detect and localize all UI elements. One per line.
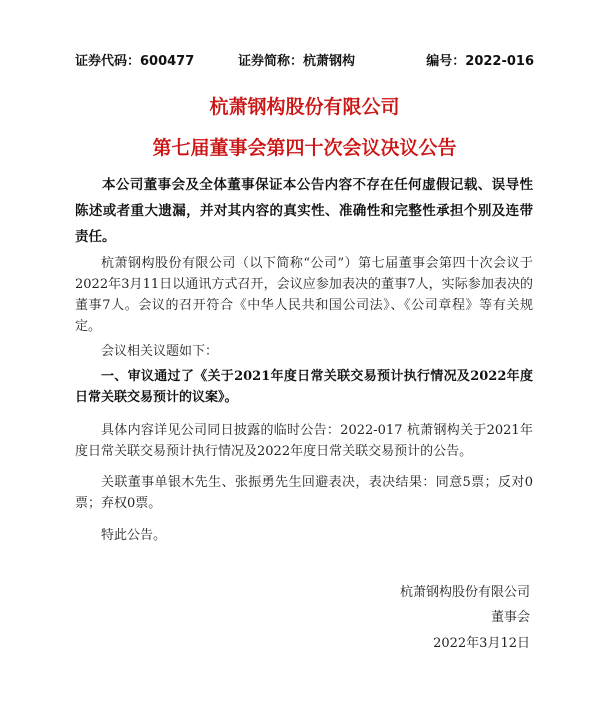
details-reference: 具体内容详见公司同日披露的临时公告：2022-017 杭萧钢构关于2021年度日常关联交易预计执行情况及2022年度日常关联交易预计的公告。 <box>75 423 533 459</box>
announcement-title: 第七届董事会第四十次会议决议公告 <box>152 137 457 159</box>
stock-abbreviation: 证券简称：杭萧钢构 <box>238 54 356 69</box>
meeting-summary-paragraph: 杭萧钢构股份有限公司（以下简称“公司”）第七届董事会第四十次会议于2022年3月11日以通讯方式召开，会议应参加表决的董事7人，实际参加表决的董事7人。会议的召开符合《中华人民共和国公司法》、《公司章程》等有关规定。 <box>75 256 533 334</box>
stock-code: 证券代码：600477 <box>75 54 195 69</box>
agenda-intro: 会议相关议题如下： <box>101 344 219 359</box>
document-header <box>75 50 534 70</box>
announcement-number: 编号：2022-016 <box>426 54 534 69</box>
signature-date: 2022年3月12日 <box>433 636 530 651</box>
signature-board: 董事会 <box>490 610 530 625</box>
company-title: 杭萧钢构股份有限公司 <box>209 96 400 118</box>
voting-result: 关联董事单银木先生、张振勇先生回避表决，表决结果：同意5票；反对0票；弃权0票。 <box>75 475 533 511</box>
closing-statement: 特此公告。 <box>101 528 167 543</box>
signature-company: 杭萧钢构股份有限公司 <box>399 585 530 600</box>
board-guarantee-notice: 本公司董事会及全体董事保证本公告内容不存在任何虚假记载、误导性陈述或者重大遗漏，并对其内容的真实性、准确性和完整性承担个别及连带责任。 <box>75 177 533 245</box>
resolution-item-1: 一、审议通过了《关于2021年度日常关联交易预计执行情况及2022年度日常关联交易预计的议案》。 <box>75 369 533 405</box>
